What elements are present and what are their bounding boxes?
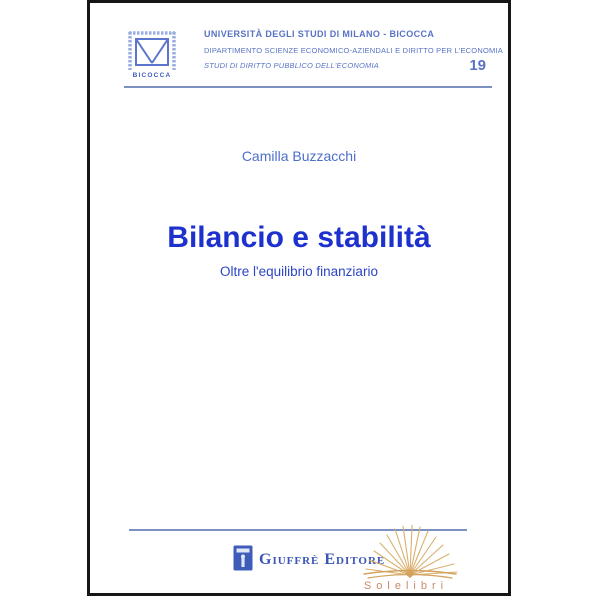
series-number: 19 — [469, 57, 486, 74]
university-bicocca-seal-icon — [127, 30, 177, 80]
book-subtitle: Oltre l'equilibrio finanziario — [220, 264, 378, 279]
author-name: Camilla Buzzacchi — [241, 148, 357, 164]
book-title: Bilancio e stabilità — [167, 221, 431, 254]
department-name: DIPARTIMENTO SCIENZE ECONOMICO-AZIENDALI E DIRITTO PER L'ECONOMIA — [204, 46, 503, 55]
seal-caption: BICOCCA — [132, 72, 172, 79]
solelibri-open-book-icon — [352, 525, 464, 581]
university-name: UNIVERSITÀ DEGLI STUDI DI MILANO - BICOCCA — [204, 29, 435, 39]
series-title: STUDI DI DIRITTO PUBBLICO DELL'ECONOMIA — [204, 61, 379, 70]
publisher-name: Giuffrè Editore — [259, 551, 386, 568]
giuffre-emblem-icon — [233, 545, 253, 571]
header-divider — [124, 86, 492, 88]
imprint-name: Solelibri — [363, 580, 449, 592]
book-cover — [87, 0, 511, 596]
